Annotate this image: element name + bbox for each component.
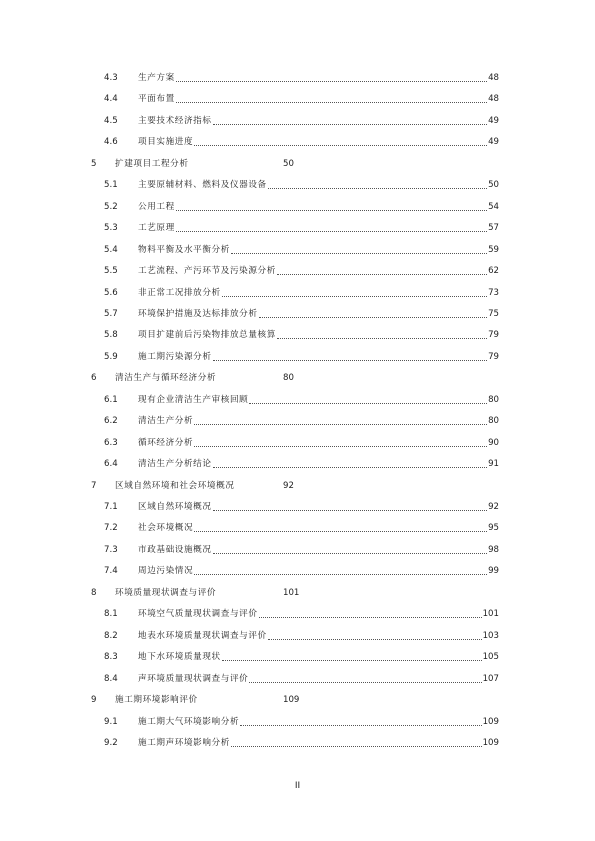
toc-dot-leader bbox=[259, 317, 487, 318]
toc-entry-title: 工艺流程、产污环节及污染源分析 bbox=[138, 266, 276, 277]
toc-entry-number: 8.1 bbox=[104, 609, 118, 620]
toc-entry-page: 91 bbox=[488, 459, 499, 470]
toc-entry-number: 7.4 bbox=[104, 566, 118, 577]
toc-entry-page: 79 bbox=[488, 351, 499, 362]
toc-entry-title: 地下水环境质量现状 bbox=[138, 652, 221, 663]
toc-entry-number: 8 bbox=[91, 587, 97, 598]
toc-entry-page: 109 bbox=[482, 716, 499, 727]
toc-section-entry[interactable] bbox=[0, 200, 595, 214]
toc-dot-leader bbox=[213, 124, 487, 125]
toc-entry-title: 清洁生产与循环经济分析 bbox=[115, 373, 217, 384]
toc-entry-number: 5.5 bbox=[104, 266, 118, 277]
toc-chapter-entry[interactable] bbox=[0, 479, 595, 493]
toc-section-entry[interactable] bbox=[0, 350, 595, 364]
toc-entry-title: 环境空气质量现状调查与评价 bbox=[138, 609, 258, 620]
toc-section-entry[interactable] bbox=[0, 243, 595, 257]
toc-entry-title: 清洁生产分析 bbox=[138, 416, 194, 427]
toc-entry-title: 施工期污染源分析 bbox=[138, 351, 212, 362]
toc-entry-page: 101 bbox=[482, 609, 499, 620]
toc-entry-title: 工艺原理 bbox=[138, 223, 175, 234]
toc-section-entry[interactable] bbox=[0, 135, 595, 149]
toc-entry-page: 107 bbox=[482, 673, 499, 684]
toc-entry-page: 101 bbox=[283, 587, 300, 598]
toc-section-entry[interactable] bbox=[0, 328, 595, 342]
toc-entry-number: 9.1 bbox=[104, 716, 118, 727]
toc-dot-leader bbox=[268, 188, 487, 189]
toc-dot-leader bbox=[213, 510, 487, 511]
toc-dot-leader bbox=[222, 660, 482, 661]
toc-entry-page: 98 bbox=[488, 544, 499, 555]
toc-section-entry[interactable] bbox=[0, 393, 595, 407]
toc-entry-page: 109 bbox=[482, 737, 499, 748]
toc-dot-leader bbox=[194, 531, 487, 532]
toc-entry-page: 54 bbox=[488, 201, 499, 212]
toc-dot-leader bbox=[194, 424, 487, 425]
toc-dot-leader bbox=[176, 210, 487, 211]
toc-section-entry[interactable] bbox=[0, 564, 595, 578]
toc-entry-page: 80 bbox=[283, 373, 294, 384]
toc-entry-title: 公用工程 bbox=[138, 201, 175, 212]
toc-dot-leader bbox=[194, 574, 487, 575]
toc-dot-leader bbox=[176, 102, 487, 103]
toc-entry-number: 5.9 bbox=[104, 351, 118, 362]
toc-entry-number: 4.3 bbox=[104, 73, 118, 83]
toc-entry-page: 99 bbox=[488, 566, 499, 577]
toc-entry-page: 50 bbox=[488, 180, 499, 191]
toc-entry-title: 环境保护措施及达标排放分析 bbox=[138, 308, 258, 319]
toc-entry-number: 8.3 bbox=[104, 652, 118, 663]
toc-entry-title: 环境质量现状调查与评价 bbox=[115, 587, 217, 598]
toc-section-entry[interactable] bbox=[0, 307, 595, 321]
toc-entry-title: 区域自然环境和社会环境概况 bbox=[115, 480, 235, 491]
toc-section-entry[interactable] bbox=[0, 672, 595, 686]
toc-entry-number: 5.1 bbox=[104, 180, 118, 191]
toc-entry-number: 5.2 bbox=[104, 201, 118, 212]
toc-entry-number: 5.4 bbox=[104, 244, 118, 255]
toc-entry-number: 9.2 bbox=[104, 737, 118, 748]
toc-section-entry[interactable] bbox=[0, 736, 595, 750]
toc-entry-page: 92 bbox=[488, 502, 499, 512]
page-number: II bbox=[294, 781, 301, 791]
toc-entry-number: 5.7 bbox=[104, 308, 118, 319]
toc-entry-number: 7.3 bbox=[104, 544, 118, 555]
toc-entry-page: 62 bbox=[488, 266, 499, 277]
toc-entry-title: 声环境质量现状调查与评价 bbox=[138, 673, 249, 684]
toc-dot-leader bbox=[222, 296, 487, 297]
toc-section-entry[interactable] bbox=[0, 114, 595, 128]
toc-entry-title: 市政基础设施概况 bbox=[138, 544, 212, 555]
toc-entry-page: 49 bbox=[488, 115, 499, 126]
toc-entry-page: 80 bbox=[488, 394, 499, 405]
toc-entry-title: 施工期大气环境影响分析 bbox=[138, 716, 240, 727]
toc-chapter-entry[interactable] bbox=[0, 693, 595, 707]
toc-entry-title: 社会环境概况 bbox=[138, 523, 194, 534]
toc-entry-number: 4.4 bbox=[104, 94, 118, 105]
toc-chapter-entry[interactable] bbox=[0, 371, 595, 385]
toc-dot-leader bbox=[259, 617, 482, 618]
toc-entry-number: 6.3 bbox=[104, 437, 118, 448]
toc-entry-number: 9 bbox=[91, 695, 97, 706]
toc-dot-leader bbox=[213, 360, 487, 361]
toc-entry-page: 59 bbox=[488, 244, 499, 255]
toc-chapter-entry[interactable] bbox=[0, 157, 595, 171]
toc-dot-leader bbox=[213, 467, 487, 468]
toc-entry-page: 48 bbox=[488, 73, 499, 83]
toc-section-entry[interactable] bbox=[0, 715, 595, 729]
toc-entry-number: 5.8 bbox=[104, 330, 118, 341]
toc-entry-page: 95 bbox=[488, 523, 499, 534]
toc-section-entry[interactable] bbox=[0, 607, 595, 621]
toc-section-entry[interactable] bbox=[0, 178, 595, 192]
toc-dot-leader bbox=[194, 446, 487, 447]
toc-entry-title: 项目扩建前后污染物排放总量核算 bbox=[138, 330, 276, 341]
toc-entry-title: 主要技术经济指标 bbox=[138, 115, 212, 126]
toc-entry-page: 57 bbox=[488, 223, 499, 234]
toc-entry-number: 7 bbox=[91, 480, 97, 491]
toc-entry-number: 8.4 bbox=[104, 673, 118, 684]
toc-entry-number: 5.6 bbox=[104, 287, 118, 298]
toc-dot-leader bbox=[277, 274, 487, 275]
toc-entry-page: 80 bbox=[488, 416, 499, 427]
toc-entry-number: 8.2 bbox=[104, 630, 118, 641]
toc-section-entry[interactable] bbox=[0, 286, 595, 300]
toc-section-entry[interactable] bbox=[0, 457, 595, 471]
toc-entry-title: 区域自然环境概况 bbox=[138, 502, 212, 512]
toc-section-entry[interactable] bbox=[0, 414, 595, 428]
toc-entry-title: 物料平衡及水平衡分析 bbox=[138, 244, 230, 255]
toc-dot-leader bbox=[213, 553, 487, 554]
toc-dot-leader bbox=[277, 338, 487, 339]
toc-section-entry[interactable] bbox=[0, 92, 595, 106]
toc-entry-number: 6.1 bbox=[104, 394, 118, 405]
toc-entry-page: 105 bbox=[482, 652, 499, 663]
toc-entry-number: 5 bbox=[91, 158, 97, 169]
toc-entry-page: 103 bbox=[482, 630, 499, 641]
toc-section-entry[interactable] bbox=[0, 650, 595, 664]
toc-entry-title: 项目实施进度 bbox=[138, 137, 194, 148]
toc-entry-page: 48 bbox=[488, 94, 499, 105]
toc-entry-title: 主要原辅材料、燃料及仪器设备 bbox=[138, 180, 267, 191]
toc-dot-leader bbox=[194, 145, 487, 146]
toc-dot-leader bbox=[176, 231, 487, 232]
toc-entry-title: 平面布置 bbox=[138, 94, 175, 105]
toc-entry-number: 6 bbox=[91, 373, 97, 384]
toc-entry-page: 49 bbox=[488, 137, 499, 148]
toc-entry-title: 非正常工况排放分析 bbox=[138, 287, 221, 298]
toc-entry-page: 79 bbox=[488, 330, 499, 341]
toc-chapter-entry[interactable] bbox=[0, 586, 595, 600]
toc-entry-number: 7.2 bbox=[104, 523, 118, 534]
toc-entry-title: 现有企业清洁生产审核回顾 bbox=[138, 394, 249, 405]
toc-entry-title: 施工期声环境影响分析 bbox=[138, 737, 230, 748]
toc-entry-title: 循环经济分析 bbox=[138, 437, 194, 448]
toc-entry-title: 周边污染情况 bbox=[138, 566, 194, 577]
toc-dot-leader bbox=[231, 253, 487, 254]
toc-dot-leader bbox=[249, 682, 482, 683]
toc-section-entry[interactable] bbox=[0, 221, 595, 235]
toc-dot-leader bbox=[231, 746, 482, 747]
toc-entry-title: 生产方案 bbox=[138, 73, 175, 83]
toc-entry-title: 施工期环境影响评价 bbox=[115, 695, 198, 706]
toc-section-entry[interactable] bbox=[0, 521, 595, 535]
toc-entry-number: 4.6 bbox=[104, 137, 118, 148]
toc-entry-number: 5.3 bbox=[104, 223, 118, 234]
toc-section-entry[interactable] bbox=[0, 264, 595, 278]
toc-entry-page: 75 bbox=[488, 308, 499, 319]
toc-entry-title: 扩建项目工程分析 bbox=[115, 158, 189, 169]
toc-entry-number: 6.2 bbox=[104, 416, 118, 427]
toc-entry-page: 109 bbox=[283, 695, 300, 706]
toc-entry-number: 4.5 bbox=[104, 115, 118, 126]
toc-entry-page: 90 bbox=[488, 437, 499, 448]
toc-section-entry[interactable] bbox=[0, 436, 595, 450]
toc-entry-number: 6.4 bbox=[104, 459, 118, 470]
toc-entry-page: 50 bbox=[283, 158, 294, 169]
toc-dot-leader bbox=[268, 639, 482, 640]
toc-section-entry[interactable] bbox=[0, 629, 595, 643]
toc-entry-title: 地表水环境质量现状调查与评价 bbox=[138, 630, 267, 641]
toc-entry-title: 清洁生产分析结论 bbox=[138, 459, 212, 470]
toc-entry-number: 7.1 bbox=[104, 502, 118, 512]
toc-entry-page: 73 bbox=[488, 287, 499, 298]
toc-section-entry[interactable] bbox=[0, 71, 595, 85]
toc-section-entry[interactable] bbox=[0, 543, 595, 557]
toc-dot-leader bbox=[240, 725, 482, 726]
toc-dot-leader bbox=[249, 403, 487, 404]
toc-section-entry[interactable] bbox=[0, 500, 595, 514]
toc-entry-page: 92 bbox=[283, 480, 294, 491]
toc-dot-leader bbox=[176, 81, 487, 82]
